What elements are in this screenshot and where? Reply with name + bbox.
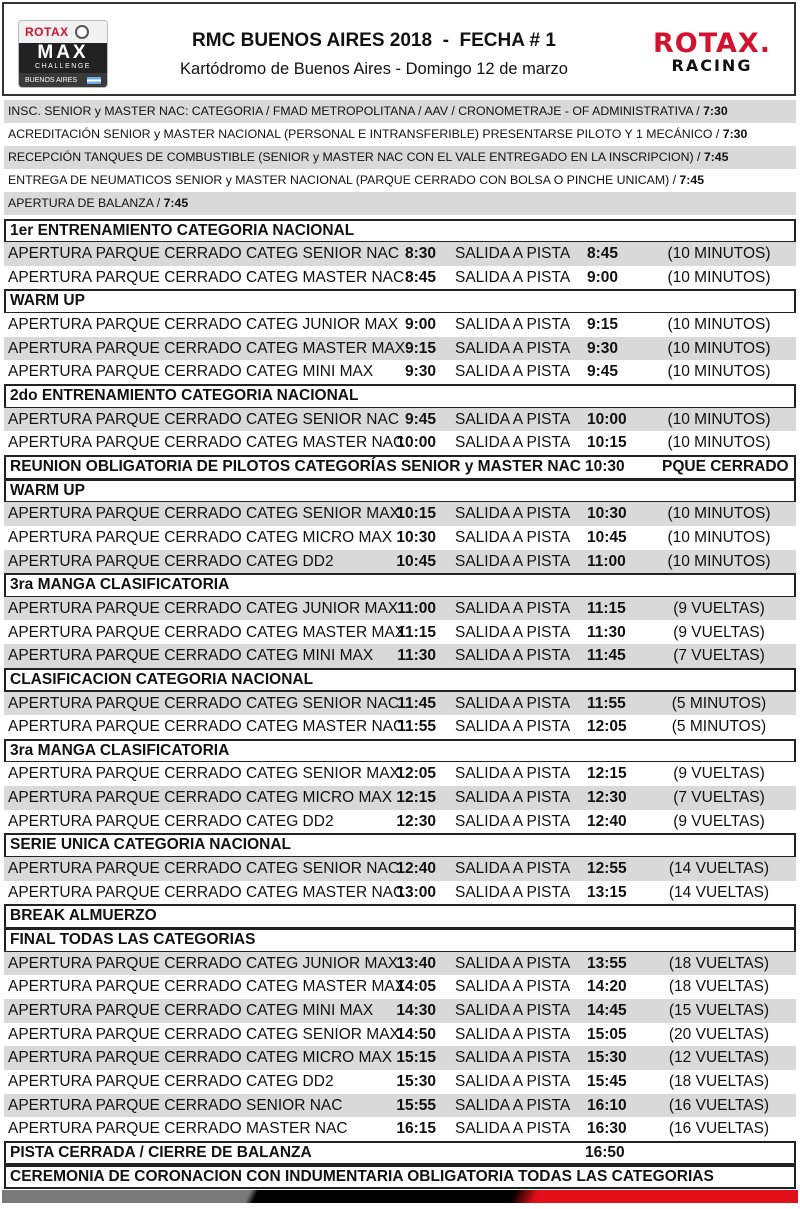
session-length: (14 VUELTAS) [668,860,770,878]
schedule-row [4,762,796,786]
row-label: APERTURA PARQUE CERRADO MASTER NAC [8,1120,348,1138]
section-title: CEREMONIA DE CORONACION CON INDUMENTARIA OBLIGATORIA TODAS LAS CATEGORIAS [10,1167,714,1185]
schedule-row [4,999,796,1023]
row-label: APERTURA PARQUE CERRADO SENIOR NAC [8,1096,343,1114]
salida-label: SALIDA A PISTA [455,718,571,736]
row-label: APERTURA PARQUE CERRADO CATEG MASTER NAC [8,718,405,736]
page-subtitle: Kartódromo de Buenos Aires - Domingo 12 de marzo [180,60,568,78]
section-title: 3ra MANGA CLASIFICATORIA [10,576,230,594]
info-row [4,100,796,123]
salida-label: SALIDA A PISTA [455,883,571,901]
salida-label: SALIDA A PISTA [455,694,571,712]
section-header [4,573,796,598]
info-text: ENTREGA DE NEUMATICOS SENIOR y MASTER NACIONAL (PARQUE CERRADO CON BOLSA O PINCHE UNICAM) / [8,173,680,187]
session-length: (16 VUELTAS) [668,1096,770,1114]
info-time: 7:30 [722,127,748,141]
park-open-time: 13:40 [396,954,436,972]
schedule-row [4,431,796,455]
park-open-time: 8:45 [404,268,436,286]
row-label: APERTURA PARQUE CERRADO CATEG MASTER MAX [8,339,406,357]
section-title: 3ra MANGA CLASIFICATORIA [10,741,230,759]
track-out-time: 11:55 [587,694,626,712]
track-out-time: 10:15 [587,434,627,452]
row-label: APERTURA PARQUE CERRADO CATEG MASTER NAC [8,434,405,452]
salida-label: SALIDA A PISTA [455,1072,571,1090]
section-header [4,904,796,929]
salida-label: SALIDA A PISTA [455,528,571,546]
park-open-time: 11:15 [397,623,436,641]
track-out-time: 9:15 [587,316,619,334]
section-title: WARM UP [10,481,85,499]
footer-banner [2,1190,798,1203]
row-label: APERTURA PARQUE CERRADO CATEG SENIOR MAX [8,765,400,783]
park-open-time: 12:40 [396,860,436,878]
section-header [4,455,796,480]
info-time: 7:45 [163,196,189,210]
salida-label: SALIDA A PISTA [455,339,571,357]
track-out-time: 16:10 [587,1096,627,1114]
row-label: APERTURA PARQUE CERRADO CATEG MICRO MAX [8,528,393,546]
schedule-row [4,810,796,834]
row-label: APERTURA PARQUE CERRADO CATEG JUNIOR MAX [8,316,399,334]
session-length: (10 MINUTOS) [667,268,771,286]
park-open-time: 14:05 [396,978,436,996]
park-open-time: 10:30 [396,528,436,546]
schedule-row [4,526,796,550]
session-length: (10 MINUTOS) [667,505,771,523]
schedule-row [4,502,796,526]
salida-label: SALIDA A PISTA [455,954,571,972]
park-open-time: 10:00 [396,434,436,452]
track-out-time: 9:00 [587,268,619,286]
page-title: RMC BUENOS AIRES 2018 - FECHA # 1 [192,30,556,51]
logo-brand: ROTAX [25,25,69,39]
park-open-time: 9:30 [404,363,436,381]
schedule-row [4,786,796,810]
section-title: WARM UP [10,292,85,310]
session-length: (14 VUELTAS) [668,883,770,901]
park-open-time: 13:00 [396,883,436,901]
section-title: PISTA CERRADA / CIERRE DE BALANZA [10,1143,312,1161]
row-label: APERTURA PARQUE CERRADO CATEG SENIOR MAX [8,1025,400,1043]
track-out-time: 16:30 [587,1120,627,1138]
rotax-logo-text: ROTAX. [652,28,772,59]
section-header [4,219,796,244]
park-open-time: 12:05 [396,765,436,783]
session-length: (18 VUELTAS) [668,1072,770,1090]
schedule-row [4,644,796,668]
rotax-racing-logo [652,30,772,75]
row-label: APERTURA PARQUE CERRADO CATEG JUNIOR MAX [8,954,399,972]
schedule-row [4,1070,796,1094]
schedule-row [4,1046,796,1070]
info-time: 7:45 [703,150,729,164]
info-row [4,146,796,169]
session-length: (10 MINUTOS) [667,316,771,334]
section-title: 1er ENTRENAMIENTO CATEGORIA NACIONAL [10,221,355,239]
salida-label: SALIDA A PISTA [455,268,571,286]
park-open-time: 14:30 [396,1001,436,1019]
schedule-row [4,360,796,384]
row-label: APERTURA PARQUE CERRADO CATEG MINI MAX [8,1001,374,1019]
park-open-time: 9:00 [404,316,436,334]
section-title: SERIE UNICA CATEGORIA NACIONAL [10,836,292,854]
section-header [4,668,796,693]
salida-label: SALIDA A PISTA [455,812,571,830]
section-time: 10:30 [585,458,625,475]
track-out-time: 15:30 [587,1049,627,1067]
racing-logo-text: RACING [671,56,753,75]
salida-label: SALIDA A PISTA [455,245,571,263]
section-location: PQUE CERRADO [662,458,789,475]
park-open-time: 12:30 [396,812,436,830]
section-header [4,479,796,504]
info-text: ACREDITACIÓN SENIOR y MASTER NACIONAL (PERSONAL E INTRANSFERIBLE) PRESENTARSE PILOTO Y 1 MECÁNICO / [8,127,723,141]
session-length: (9 VUELTAS) [673,765,765,783]
session-length: (10 MINUTOS) [667,552,771,570]
session-length: (9 VUELTAS) [673,812,765,830]
session-length: (10 MINUTOS) [667,410,771,428]
park-open-time: 12:15 [396,789,436,807]
salida-label: SALIDA A PISTA [455,765,571,783]
session-length: (5 MINUTOS) [671,718,767,736]
salida-label: SALIDA A PISTA [455,860,571,878]
info-row [4,123,796,146]
track-out-time: 12:15 [587,765,627,783]
session-length: (20 VUELTAS) [668,1025,770,1043]
salida-label: SALIDA A PISTA [455,363,571,381]
schedule-row [4,975,796,999]
session-length: (9 VUELTAS) [673,623,765,641]
section-header [4,1165,796,1190]
row-label: APERTURA PARQUE CERRADO CATEG MINI MAX [8,647,374,665]
track-out-time: 8:45 [587,245,619,263]
salida-label: SALIDA A PISTA [455,1096,571,1114]
session-length: (18 VUELTAS) [668,978,770,996]
schedule-row [4,597,796,621]
page-header [2,2,796,96]
info-row [4,169,796,192]
row-label: APERTURA PARQUE CERRADO CATEG MASTER NAC [8,883,405,901]
schedule-row [4,715,796,739]
row-label: APERTURA PARQUE CERRADO CATEG SENIOR NAC [8,245,400,263]
track-out-time: 15:05 [587,1025,627,1043]
park-open-time: 14:50 [396,1025,436,1043]
info-time: 7:45 [679,173,705,187]
row-label: APERTURA PARQUE CERRADO CATEG SENIOR NAC [8,410,400,428]
row-label: APERTURA PARQUE CERRADO CATEG MINI MAX [8,363,374,381]
info-text: INSC. SENIOR y MASTER NAC: CATEGORIA / FMAD METROPOLITANA / AAV / CRONOMETRAJE - OF ADMINISTRATIVA / [8,104,704,118]
track-out-time: 13:55 [587,954,627,972]
track-out-time: 11:45 [587,647,626,665]
salida-label: SALIDA A PISTA [455,599,571,617]
row-label: APERTURA PARQUE CERRADO CATEG MICRO MAX [8,1049,393,1067]
section-title: CLASIFICACION CATEGORIA NACIONAL [10,670,314,688]
schedule-row [4,952,796,976]
info-text: APERTURA DE BALANZA / [8,196,164,210]
session-length: (15 VUELTAS) [668,1001,770,1019]
section-time: 16:50 [585,1143,625,1161]
park-open-time: 15:55 [396,1096,436,1114]
salida-label: SALIDA A PISTA [455,647,571,665]
row-label: APERTURA PARQUE CERRADO CATEG SENIOR MAX [8,505,400,523]
salida-label: SALIDA A PISTA [455,316,571,334]
track-out-time: 11:15 [587,599,626,617]
salida-label: SALIDA A PISTA [455,978,571,996]
park-open-time: 11:30 [397,647,436,665]
row-label: APERTURA PARQUE CERRADO CATEG DD2 [8,552,334,570]
info-text: RECEPCIÓN TANQUES DE COMBUSTIBLE (SENIOR y MASTER NAC CON EL VALE ENTREGADO EN LA INSCRIPCION) / [8,150,704,164]
salida-label: SALIDA A PISTA [455,1049,571,1067]
info-time: 7:30 [703,104,728,118]
session-length: (10 MINUTOS) [667,528,771,546]
park-open-time: 8:30 [404,245,436,263]
park-open-time: 11:55 [397,718,436,736]
session-length: (10 MINUTOS) [667,434,771,452]
track-out-time: 12:40 [587,812,627,830]
park-open-time: 11:00 [397,599,436,617]
schedule-row [4,621,796,645]
row-label: APERTURA PARQUE CERRADO CATEG MASTER MAX [8,623,406,641]
track-out-time: 15:45 [587,1072,627,1090]
row-label: APERTURA PARQUE CERRADO CATEG MASTER MAX [8,978,406,996]
session-length: (10 MINUTOS) [667,339,771,357]
salida-label: SALIDA A PISTA [455,1001,571,1019]
salida-label: SALIDA A PISTA [455,552,571,570]
salida-label: SALIDA A PISTA [455,1025,571,1043]
schedule-row [4,337,796,361]
section-header [4,928,796,953]
session-length: (12 VUELTAS) [668,1049,770,1067]
schedule-row [4,242,796,266]
max-challenge-logo [18,20,108,88]
salida-label: SALIDA A PISTA [455,1120,571,1138]
row-label: APERTURA PARQUE CERRADO CATEG SENIOR NAC [8,694,400,712]
salida-label: SALIDA A PISTA [455,789,571,807]
track-out-time: 13:15 [587,883,627,901]
salida-label: SALIDA A PISTA [455,505,571,523]
logo-challenge-text: CHALLENGE [35,63,91,70]
track-out-time: 12:05 [587,718,627,736]
row-label: APERTURA PARQUE CERRADO CATEG MICRO MAX [8,789,393,807]
schedule-row [4,266,796,290]
row-label: APERTURA PARQUE CERRADO CATEG DD2 [8,812,334,830]
info-row [4,192,796,215]
section-title: 2do ENTRENAMIENTO CATEGORIA NACIONAL [10,387,359,405]
park-open-time: 15:15 [396,1049,436,1067]
track-out-time: 11:30 [587,623,626,641]
park-open-time: 11:45 [397,694,436,712]
section-title: BREAK ALMUERZO [10,907,157,925]
argentina-flag-icon [87,77,101,84]
park-open-time: 9:45 [404,410,436,428]
park-open-time: 9:15 [404,339,436,357]
schedule-row [4,550,796,574]
schedule-row [4,408,796,432]
brp-gear-icon [75,25,89,39]
park-open-time: 16:15 [396,1120,436,1138]
track-out-time: 9:45 [587,363,619,381]
schedule-row [4,881,796,905]
salida-label: SALIDA A PISTA [455,410,571,428]
row-label: APERTURA PARQUE CERRADO CATEG MASTER NAC [8,268,405,286]
row-label: APERTURA PARQUE CERRADO CATEG JUNIOR MAX [8,599,399,617]
track-out-time: 12:55 [587,860,627,878]
row-label: APERTURA PARQUE CERRADO CATEG SENIOR NAC [8,860,400,878]
schedule-row [4,1117,796,1141]
track-out-time: 9:30 [587,339,619,357]
track-out-time: 12:30 [587,789,627,807]
section-title: REUNION OBLIGATORIA DE PILOTOS CATEGORÍAS SENIOR y MASTER NAC [10,458,581,475]
session-length: (5 MINUTOS) [671,694,767,712]
track-out-time: 11:00 [587,552,626,570]
schedule-row [4,313,796,337]
section-header [4,1141,796,1166]
salida-label: SALIDA A PISTA [455,434,571,452]
track-out-time: 10:30 [587,505,627,523]
salida-label: SALIDA A PISTA [455,623,571,641]
session-length: (16 VUELTAS) [668,1120,770,1138]
track-out-time: 10:00 [587,410,627,428]
session-length: (10 MINUTOS) [667,363,771,381]
section-header [4,384,796,409]
park-open-time: 10:45 [396,552,436,570]
schedule-row [4,1023,796,1047]
section-title: FINAL TODAS LAS CATEGORIAS [10,931,256,948]
session-length: (10 MINUTOS) [667,245,771,263]
section-header [4,739,796,764]
schedule-row [4,857,796,881]
logo-max-text: MAX [37,42,89,63]
track-out-time: 10:45 [587,528,627,546]
section-header [4,289,796,314]
session-length: (7 VUELTAS) [673,647,765,665]
park-open-time: 10:15 [396,505,436,523]
schedule-row [4,692,796,716]
park-open-time: 15:30 [396,1072,436,1090]
track-out-time: 14:20 [587,978,627,996]
logo-region-text: BUENOS AIRES [25,76,78,84]
schedule-row [4,1094,796,1118]
session-length: (7 VUELTAS) [673,789,765,807]
track-out-time: 14:45 [587,1001,627,1019]
section-header [4,833,796,858]
row-label: APERTURA PARQUE CERRADO CATEG DD2 [8,1072,334,1090]
session-length: (9 VUELTAS) [673,599,765,617]
session-length: (18 VUELTAS) [668,954,770,972]
